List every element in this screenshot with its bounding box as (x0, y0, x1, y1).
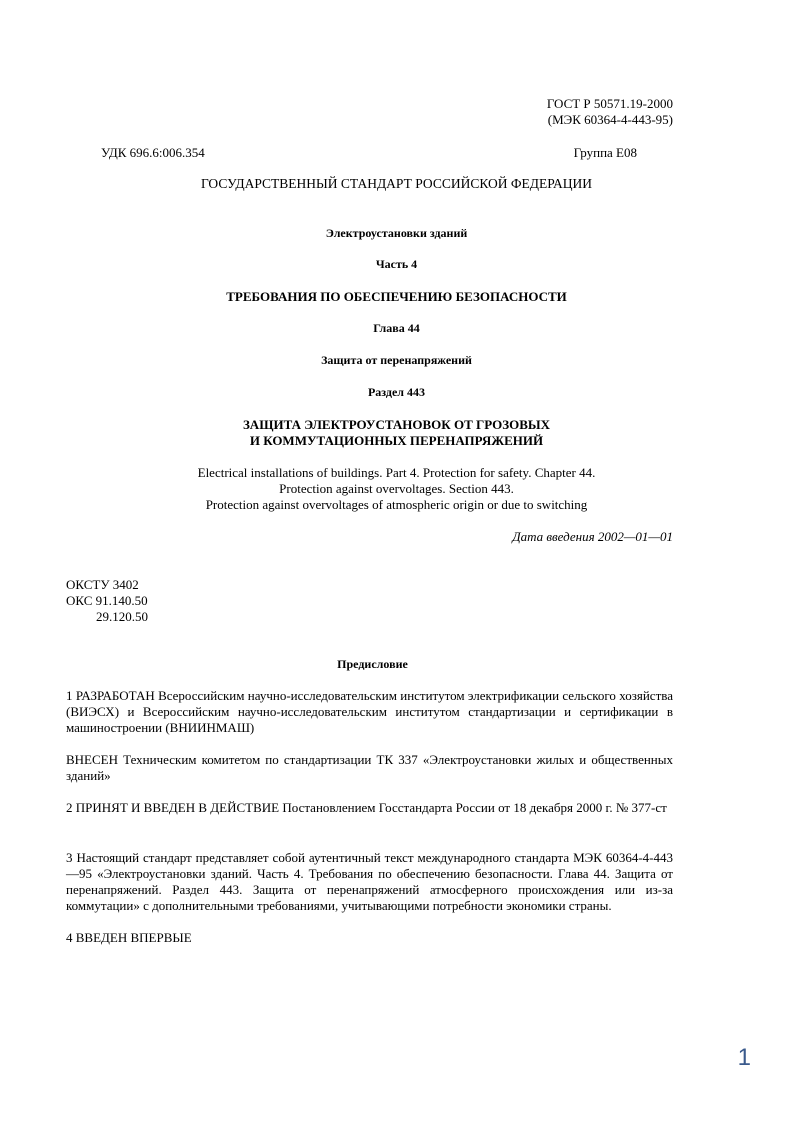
foreword-p1-text: 1 РАЗРАБОТАН Всероссийским научно-исследовательским институтом электрификации сельского хозяйства (ВИЭСХ) и Всероссийским научно-исследовательским институтом стандартизации и сертификации в машиностроении (ВНИИНМАШ) (66, 688, 673, 735)
english-title-block (0, 465, 793, 513)
oks-code-2: 29.120.50 (96, 609, 148, 624)
title-main-line-1: ЗАЩИТА ЭЛЕКТРОУСТАНОВОК ОТ ГРОЗОВЫХ (242, 417, 551, 432)
title-line-section: Раздел 443 (367, 385, 426, 399)
okstu-code: ОКСТУ 3402 (66, 577, 139, 592)
foreword-p2-text: ВНЕСЕН Техническим комитетом по стандартизации ТК 337 «Электроустановки жилых и общественных зданий» (66, 752, 673, 783)
foreword-paragraph-1 (66, 688, 673, 736)
title-line-part: Часть 4 (375, 257, 418, 271)
foreword-paragraph-5 (66, 930, 673, 946)
foreword-heading: Предисловие (337, 657, 408, 671)
udk-code: УДК 696.6:006.354 (101, 145, 205, 160)
title-line-buildings: Электроустановки зданий (325, 226, 468, 240)
introduction-date: Дата введения 2002—01—01 (512, 529, 673, 544)
foreword-p4-text: 3 Настоящий стандарт представляет собой аутентичный текст международного стандарта МЭК 60364-4-443—95 «Электроустановки зданий. Часть 4. Требования по обеспечению безопасности. Глава 44. Защита от перенапряжений. Раздел 443. Защита от перенапряжений атмосферного происхождения или из-за коммутации» с дополнительными требованиями, учитывающими потребности экономики страны. (66, 850, 673, 913)
english-title-line-3: Protection against overvoltages of atmospheric origin or due to switching (205, 497, 588, 512)
foreword-paragraph-2 (66, 752, 673, 784)
title-line-chapter: Глава 44 (373, 321, 420, 335)
english-title-line-2: Protection against overvoltages. Section 443. (279, 481, 514, 496)
group-code: Группа Е08 (573, 145, 637, 160)
title-main-block (0, 417, 793, 449)
gost-number: ГОСТ Р 50571.19-2000 (546, 96, 673, 111)
classification-block (66, 577, 148, 625)
title-main-line-2: И КОММУТАЦИОННЫХ ПЕРЕНАПРЯЖЕНИЙ (249, 433, 544, 448)
oks-code-1: ОКС 91.140.50 (66, 593, 148, 608)
iec-number: (МЭК 60364-4-443-95) (547, 112, 673, 127)
foreword-paragraph-3 (66, 800, 673, 816)
foreword-p3-text: 2 ПРИНЯТ И ВВЕДЕН В ДЕЙСТВИЕ Постановлением Госстандарта России от 18 декабря 2000 г. № 377-ст (66, 800, 667, 815)
page-number: 1 (737, 1044, 751, 1071)
foreword-p5-text: 4 ВВЕДЕН ВПЕРВЫЕ (66, 930, 192, 945)
title-line-requirements: ТРЕБОВАНИЯ ПО ОБЕСПЕЧЕНИЮ БЕЗОПАСНОСТИ (226, 289, 567, 304)
title-line-overvoltage: Защита от перенапряжений (321, 353, 472, 367)
state-standard-title: ГОСУДАРСТВЕННЫЙ СТАНДАРТ РОССИЙСКОЙ ФЕДЕРАЦИИ (200, 176, 593, 191)
english-title-line-1: Electrical installations of buildings. Part 4. Protection for safety. Chapter 44. (197, 465, 596, 480)
standard-number-block (547, 96, 673, 128)
foreword-paragraph-4 (66, 850, 673, 914)
